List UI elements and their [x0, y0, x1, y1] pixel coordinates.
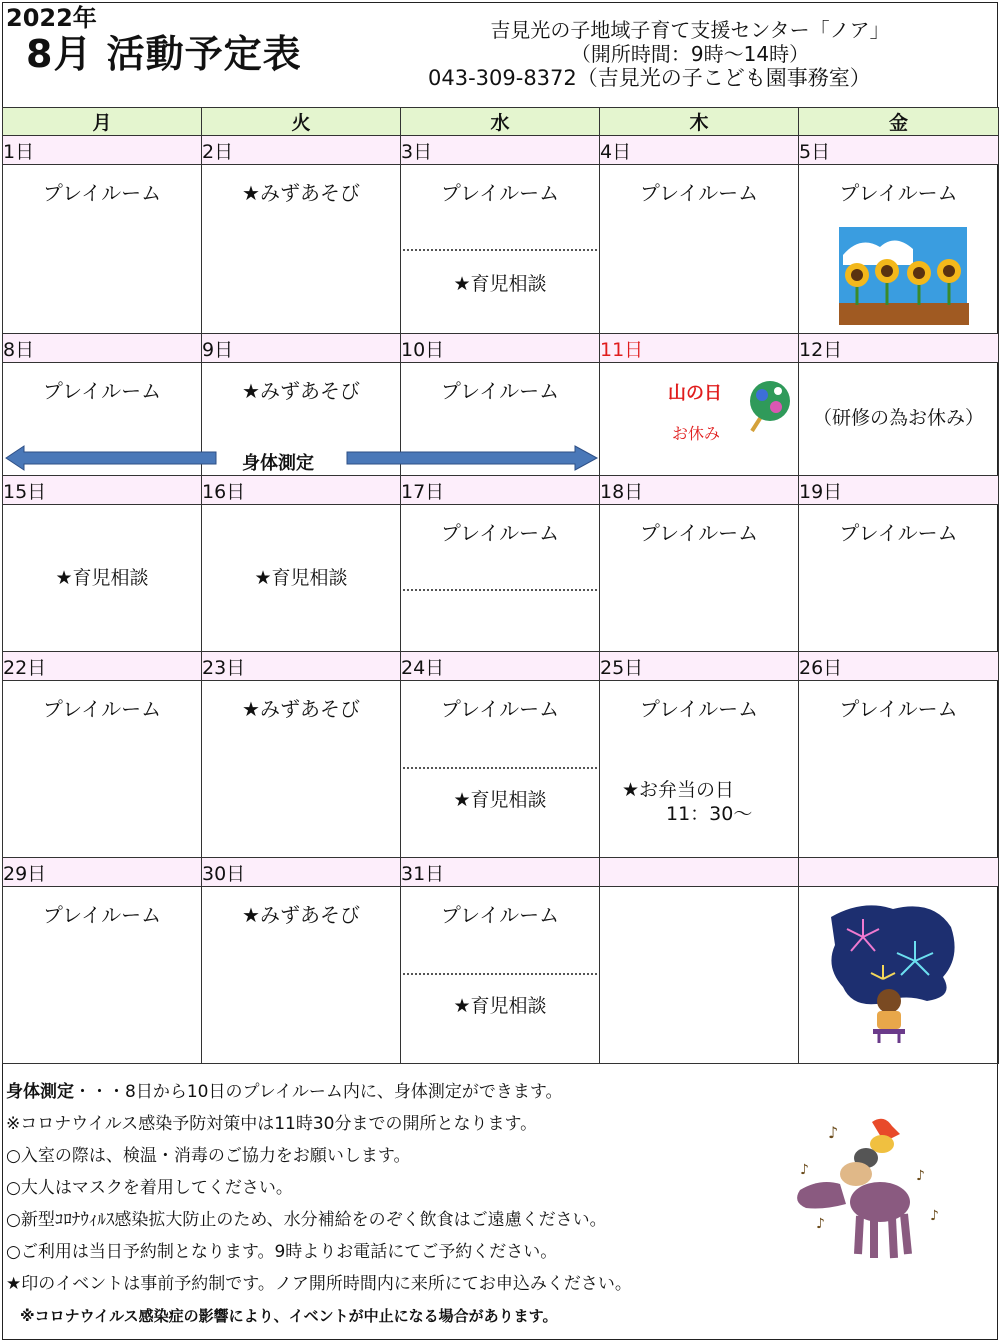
event-label: ★育児相談 — [453, 789, 547, 811]
event-label: ★お弁当の日 — [622, 779, 735, 801]
day-cell — [3, 505, 202, 652]
date-label: 30日 — [202, 858, 401, 887]
event-label: ★育児相談 — [453, 995, 547, 1017]
day-cell — [202, 681, 401, 858]
event-row — [3, 505, 999, 652]
day-cell — [799, 505, 999, 652]
holiday-name: 山の日 — [668, 383, 722, 404]
date-label: 16日 — [202, 476, 401, 505]
day-cell — [401, 887, 600, 1064]
event-label: プレイルーム — [839, 697, 958, 721]
weekday-row — [3, 108, 999, 136]
event-label: プレイルーム — [839, 181, 958, 205]
note-line: ※コロナウイルス感染症の影響により、イベントが中止になる場合があります。 — [20, 1307, 558, 1325]
weekday-wed: 水 — [401, 108, 600, 136]
day-cell — [401, 505, 600, 652]
day-cell — [600, 505, 799, 652]
day-cell — [799, 887, 999, 1064]
holiday-closed: お休み — [672, 424, 721, 443]
header-right — [420, 18, 960, 90]
note-line: ○新型ｺﾛﾅｳｨﾙｽ感染拡大防止のため、水分補給をのぞく飲食はご遠慮ください。 — [6, 1210, 607, 1230]
note-bold: 身体測定 — [6, 1082, 74, 1102]
date-label: 12日 — [799, 334, 999, 363]
date-label: 15日 — [3, 476, 202, 505]
divider — [403, 973, 597, 975]
event-label: プレイルーム — [42, 181, 162, 205]
date-label: 10日 — [401, 334, 600, 363]
day-cell — [600, 887, 799, 1064]
day-cell — [799, 681, 999, 858]
note-text: ・・・8日から10日のプレイルーム内に、身体測定ができます。 — [74, 1082, 563, 1102]
date-row — [3, 476, 999, 505]
event-label: ★みずあそび — [242, 903, 360, 927]
day-cell — [799, 363, 999, 476]
fireworks-illustration — [823, 897, 963, 1047]
event-label: プレイルーム — [440, 903, 560, 927]
divider — [403, 767, 597, 769]
date-label: 22日 — [3, 652, 202, 681]
arrow-right-icon — [345, 443, 605, 473]
date-label: 2日 — [202, 136, 401, 165]
date-row — [3, 858, 999, 887]
event-label: ★みずあそび — [242, 697, 360, 721]
weekday-tue: 火 — [202, 108, 401, 136]
event-label: プレイルーム — [639, 181, 759, 205]
day-cell — [202, 505, 401, 652]
event-label: プレイルーム — [42, 697, 162, 721]
header-left — [6, 4, 302, 76]
date-label — [600, 858, 799, 887]
divider — [403, 589, 597, 591]
event-label: ★みずあそび — [242, 181, 360, 205]
weekday-fri: 金 — [799, 108, 999, 136]
svg-text:♪: ♪ — [800, 1162, 809, 1178]
date-row — [3, 652, 999, 681]
date-label — [799, 858, 999, 887]
event-row — [3, 681, 999, 858]
date-label: 1日 — [3, 136, 202, 165]
date-label: 23日 — [202, 652, 401, 681]
event-label: （研修の為お休み） — [812, 407, 984, 429]
event-label: ★育児相談 — [254, 567, 348, 589]
divider — [403, 249, 597, 251]
event-label: プレイルーム — [440, 521, 560, 545]
date-label: 24日 — [401, 652, 600, 681]
svg-text:♪: ♪ — [930, 1208, 939, 1224]
event-label: プレイルーム — [440, 697, 560, 721]
event-label: ★育児相談 — [55, 567, 149, 589]
weekday-mon: 月 — [3, 108, 202, 136]
event-row — [3, 165, 999, 334]
event-time: 11：30～ — [666, 803, 753, 825]
event-row — [3, 887, 999, 1064]
day-cell — [3, 681, 202, 858]
note-line: ○大人はマスクを着用してください。 — [6, 1178, 293, 1198]
svg-text:♪: ♪ — [828, 1123, 839, 1142]
date-label: 9日 — [202, 334, 401, 363]
note-line: ○入室の際は、検温・消毒のご協力をお願いします。 — [6, 1146, 411, 1166]
event-label: プレイルーム — [440, 181, 560, 205]
date-label: 8日 — [3, 334, 202, 363]
day-cell — [401, 681, 600, 858]
page-title: 8月 活動予定表 — [26, 32, 302, 76]
org-name: 吉見光の子地域子育て支援センター「ノア」 — [490, 18, 890, 42]
date-label: 3日 — [401, 136, 600, 165]
note-line: ○ご利用は当日予約制となります。9時よりお電話にてご予約ください。 — [6, 1242, 558, 1262]
date-label: 29日 — [3, 858, 202, 887]
date-label-holiday: 11日 — [600, 334, 799, 363]
event-label: プレイルーム — [42, 379, 162, 403]
event-label: ★育児相談 — [453, 273, 547, 295]
date-label: 5日 — [799, 136, 999, 165]
notes — [6, 1076, 766, 1332]
date-label: 4日 — [600, 136, 799, 165]
year-label: 2022年 — [6, 4, 97, 32]
event-label: プレイルーム — [42, 903, 162, 927]
day-cell — [600, 363, 799, 476]
day-cell — [202, 887, 401, 1064]
day-cell — [600, 165, 799, 334]
day-cell — [401, 165, 600, 334]
date-label: 25日 — [600, 652, 799, 681]
note-line: ★印のイベントは事前予約制です。ノア開所時間内に来所にてお申込みください。 — [6, 1274, 632, 1294]
date-label: 19日 — [799, 476, 999, 505]
opening-hours: （開所時間：9時～14時） — [570, 42, 810, 66]
svg-text:♪: ♪ — [816, 1216, 825, 1232]
animal-band-illustration — [780, 1112, 950, 1272]
event-label: プレイルーム — [440, 379, 560, 403]
weekday-thu: 木 — [600, 108, 799, 136]
day-cell — [600, 681, 799, 858]
day-cell — [202, 165, 401, 334]
date-row — [3, 334, 999, 363]
date-label: 18日 — [600, 476, 799, 505]
sunflower-illustration — [835, 225, 971, 329]
day-cell — [799, 165, 999, 334]
day-cell — [3, 165, 202, 334]
event-label: プレイルーム — [839, 521, 958, 545]
fan-icon — [740, 379, 792, 437]
phone-number: 043-309-8372（吉見光の子こども園事務室） — [428, 66, 871, 90]
svg-text:♪: ♪ — [916, 1168, 925, 1184]
date-label: 31日 — [401, 858, 600, 887]
day-cell — [3, 887, 202, 1064]
date-label: 17日 — [401, 476, 600, 505]
event-label: プレイルーム — [639, 521, 759, 545]
note-line: ※コロナウイルス感染予防対策中は11時30分までの開所となります。 — [6, 1114, 538, 1134]
note-line — [6, 1076, 766, 1108]
measurement-label: 身体測定 — [242, 453, 314, 474]
calendar-table — [2, 107, 999, 1064]
date-row — [3, 136, 999, 165]
event-label: プレイルーム — [639, 697, 759, 721]
event-label: ★みずあそび — [242, 379, 360, 403]
date-label: 26日 — [799, 652, 999, 681]
